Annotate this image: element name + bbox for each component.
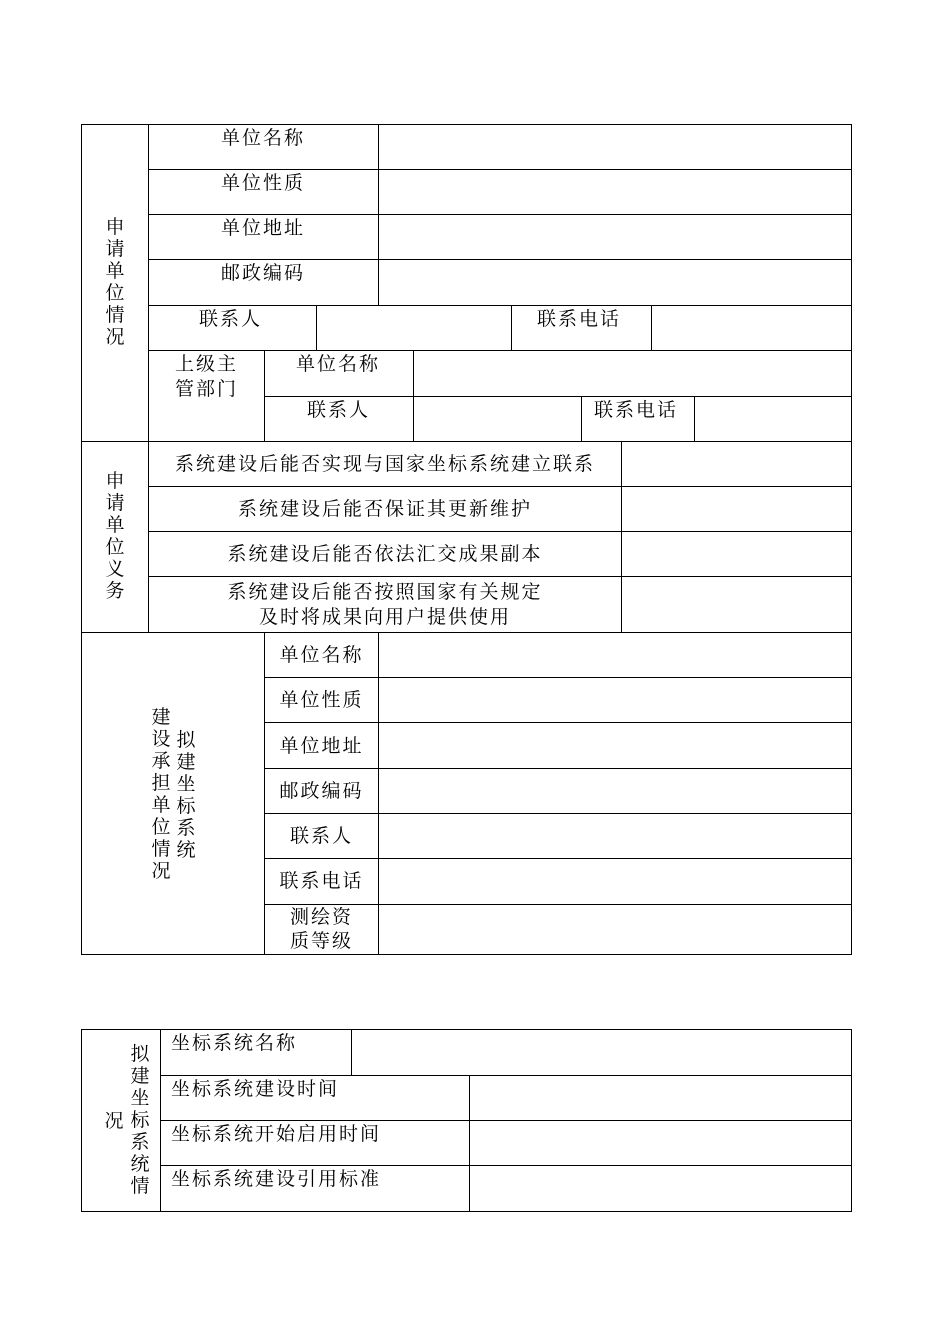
grid-line [581, 396, 582, 441]
label-superior-unit-name: 单位名称 [296, 353, 381, 375]
section-label-contractor-col2: 拟建坐标系统 [176, 729, 196, 861]
label-postal-code: 邮政编码 [221, 262, 306, 284]
field-superior-contact-person[interactable] [414, 397, 581, 441]
label-contact-person: 联系人 [199, 308, 263, 330]
label-qualification-line2: 质等级 [289, 930, 353, 952]
label-superior-dept-line2: 管部门 [175, 378, 239, 400]
field-contractor-contact-phone[interactable] [379, 859, 851, 904]
field-unit-address[interactable] [379, 215, 851, 259]
label-system-name: 坐标系统名称 [171, 1032, 298, 1054]
label-unit-name: 单位名称 [221, 127, 306, 149]
label-contractor-unit-nature: 单位性质 [279, 689, 364, 711]
section-label-contractor-col1: 建设承担单位情况 [151, 706, 171, 882]
label-contractor-unit-name: 单位名称 [279, 644, 364, 666]
field-unit-nature[interactable] [379, 170, 851, 214]
field-superior-contact-phone[interactable] [695, 397, 851, 441]
label-unit-nature: 单位性质 [221, 172, 306, 194]
field-contractor-postal-code[interactable] [379, 769, 851, 813]
field-system-name[interactable] [352, 1030, 851, 1075]
field-obligation-4[interactable] [622, 577, 851, 632]
grid-line [264, 350, 265, 441]
section-label-coordsys-col1: 况 [104, 1110, 124, 1132]
label-contractor-contact-person: 联系人 [289, 825, 353, 847]
section-label-coordsys-col2: 拟建坐标系统情 [130, 1043, 150, 1197]
label-qualification-line1: 测绘资 [289, 906, 353, 928]
field-contractor-contact-person[interactable] [379, 814, 851, 858]
label-construction-time: 坐标系统建设时间 [171, 1078, 340, 1100]
section-label-applicant-info: 申请单位情况 [105, 216, 125, 348]
obligation-item-4-line1: 系统建设后能否按照国家有关规定 [227, 581, 543, 603]
field-unit-name[interactable] [379, 125, 851, 169]
field-obligation-3[interactable] [622, 532, 851, 576]
grid-line [511, 305, 512, 350]
field-postal-code[interactable] [379, 260, 851, 305]
field-qualification-level[interactable] [379, 905, 851, 954]
field-contractor-unit-name[interactable] [379, 633, 851, 677]
obligation-item-2: 系统建设后能否保证其更新维护 [237, 498, 532, 520]
label-superior-contact-person: 联系人 [307, 399, 371, 421]
field-contractor-unit-nature[interactable] [379, 678, 851, 722]
label-reference-standard: 坐标系统建设引用标准 [171, 1168, 382, 1190]
field-obligation-1[interactable] [622, 442, 851, 486]
label-contractor-unit-address: 单位地址 [279, 735, 364, 757]
field-contact-person[interactable] [317, 306, 511, 350]
obligation-item-4-line2: 及时将成果向用户提供使用 [258, 606, 511, 628]
field-contractor-unit-address[interactable] [379, 723, 851, 768]
field-reference-standard[interactable] [470, 1166, 851, 1211]
field-start-use-time[interactable] [470, 1121, 851, 1165]
obligation-item-3: 系统建设后能否依法汇交成果副本 [227, 543, 543, 565]
label-contractor-postal-code: 邮政编码 [279, 780, 364, 802]
label-superior-contact-phone: 联系电话 [594, 399, 679, 421]
obligation-item-1: 系统建设后能否实现与国家坐标系统建立联系 [174, 453, 595, 475]
field-obligation-2[interactable] [622, 487, 851, 531]
label-contact-phone: 联系电话 [537, 308, 622, 330]
field-contact-phone[interactable] [652, 306, 851, 350]
section-label-applicant-obligations: 申请单位义务 [105, 470, 125, 602]
label-contractor-contact-phone: 联系电话 [279, 870, 364, 892]
label-start-use-time: 坐标系统开始启用时间 [171, 1123, 382, 1145]
label-unit-address: 单位地址 [221, 217, 306, 239]
field-construction-time[interactable] [470, 1076, 851, 1120]
field-superior-unit-name[interactable] [414, 351, 851, 396]
label-superior-dept-line1: 上级主 [175, 353, 239, 375]
